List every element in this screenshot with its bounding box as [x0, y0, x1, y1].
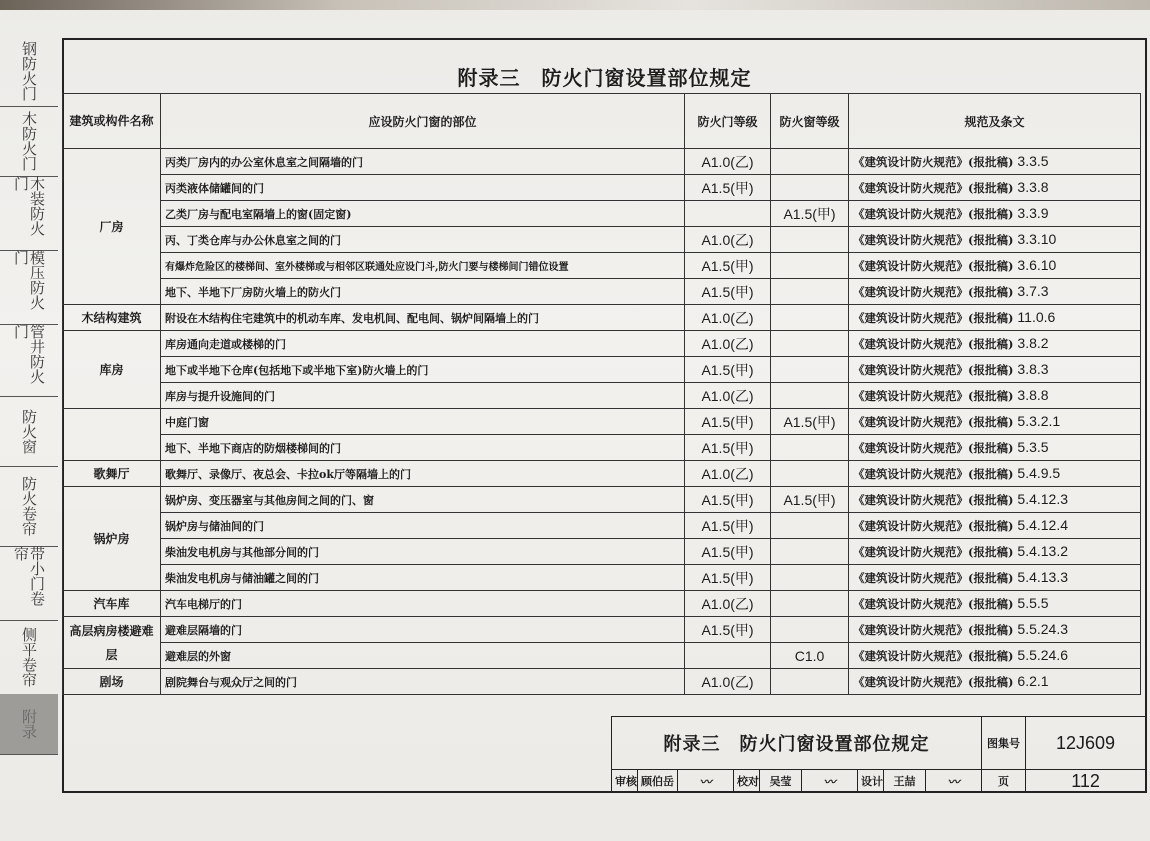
reference-spec: 《建筑设计防火规范》(报批稿)	[853, 545, 1014, 559]
reference-clause: 5.4.13.2	[1017, 543, 1069, 559]
cell-location: 地下、半地下厂房防火墙上的防火门	[161, 279, 685, 305]
side-tab-strip	[0, 36, 58, 794]
reference-clause: 5.4.13.3	[1017, 569, 1069, 585]
cell-reference	[849, 565, 1141, 591]
fire-door-window-table	[62, 93, 1141, 695]
cell-reference	[849, 149, 1141, 175]
reference-clause: 3.8.3	[1017, 361, 1049, 377]
side-tab-label: 模压防火门	[12, 250, 46, 310]
table-row	[63, 409, 1141, 435]
cell-window-grade	[771, 617, 849, 643]
reference-clause: 5.4.9.5	[1017, 465, 1061, 481]
cell-location: 歌舞厅、录像厅、夜总会、卡拉ok厅等隔墙上的门	[161, 461, 685, 487]
cell-category	[63, 409, 161, 461]
cell-reference	[849, 331, 1141, 357]
cell-reference	[849, 175, 1141, 201]
reference-spec: 《建筑设计防火规范》(报批稿)	[853, 181, 1014, 195]
reference-spec: 《建筑设计防火规范》(报批稿)	[853, 207, 1014, 221]
reference-clause: 5.4.12.3	[1017, 491, 1069, 507]
cell-window-grade	[771, 539, 849, 565]
table-row	[63, 643, 1141, 669]
reference-spec: 《建筑设计防火规范》(报批稿)	[853, 389, 1014, 403]
reference-clause: 11.0.6	[1017, 309, 1056, 325]
cell-category: 厂房	[63, 149, 161, 305]
cell-location: 中庭门窗	[161, 409, 685, 435]
reference-clause: 5.5.24.3	[1017, 621, 1069, 637]
cell-door-grade: A1.0(乙)	[685, 461, 771, 487]
reference-spec: 《建筑设计防火规范》(报批稿)	[853, 415, 1014, 429]
cell-door-grade: A1.0(乙)	[685, 331, 771, 357]
table-header-row	[63, 94, 1141, 149]
table-body	[63, 149, 1141, 695]
cell-window-grade	[771, 253, 849, 279]
cell-window-grade	[771, 565, 849, 591]
table-row	[63, 591, 1141, 617]
table-row	[63, 383, 1141, 409]
cell-door-grade: A1.5(甲)	[685, 513, 771, 539]
cell-category: 歌舞厅	[63, 461, 161, 487]
reference-clause: 3.3.9	[1017, 205, 1049, 221]
design-label: 设计	[858, 770, 884, 793]
reference-spec: 《建筑设计防火规范》(报批稿)	[853, 597, 1014, 611]
reference-clause: 5.5.5	[1017, 595, 1049, 611]
table-row	[63, 461, 1141, 487]
cell-window-grade	[771, 227, 849, 253]
cell-door-grade: A1.0(乙)	[685, 383, 771, 409]
cell-window-grade	[771, 435, 849, 461]
side-tab-label: 侧平卷帘	[20, 627, 38, 687]
cell-window-grade: A1.5(甲)	[771, 201, 849, 227]
header-category: 建筑或构件名称	[63, 94, 161, 149]
table-row	[63, 201, 1141, 227]
cell-window-grade	[771, 305, 849, 331]
header-reference: 规范及条文	[849, 94, 1141, 149]
cell-reference	[849, 669, 1141, 695]
reference-clause: 6.2.1	[1017, 673, 1049, 689]
cell-window-grade	[771, 513, 849, 539]
cell-reference	[849, 253, 1141, 279]
table-row	[63, 513, 1141, 539]
table-row	[63, 149, 1141, 175]
side-tab-3[interactable]	[0, 250, 58, 325]
reference-spec: 《建筑设计防火规范》(报批稿)	[853, 363, 1014, 377]
cell-category: 汽车库	[63, 591, 161, 617]
reference-spec: 《建筑设计防火规范》(报批稿)	[853, 623, 1014, 637]
cell-location: 锅炉房与储油间的门	[161, 513, 685, 539]
reference-clause: 3.3.5	[1017, 153, 1049, 169]
reviewer-name: 顾伯岳	[638, 770, 678, 793]
checker-signature: 〰	[802, 770, 858, 793]
cell-window-grade	[771, 669, 849, 695]
cell-category: 锅炉房	[63, 487, 161, 591]
side-tab-5[interactable]	[0, 396, 58, 467]
table-row	[63, 305, 1141, 331]
cell-window-grade	[771, 357, 849, 383]
reference-spec: 《建筑设计防火规范》(报批稿)	[853, 519, 1014, 533]
cell-window-grade: C1.0	[771, 643, 849, 669]
reference-spec: 《建筑设计防火规范》(报批稿)	[853, 571, 1014, 585]
cell-location: 柴油发电机房与其他部分间的门	[161, 539, 685, 565]
page-title: 附录三 防火门窗设置部位规定	[457, 66, 752, 90]
cell-location: 丙类液体储罐间的门	[161, 175, 685, 201]
cell-reference	[849, 305, 1141, 331]
cell-reference	[849, 227, 1141, 253]
cell-door-grade: A1.0(乙)	[685, 669, 771, 695]
side-tab-label: 防火卷帘	[20, 476, 38, 536]
side-tab-0[interactable]	[0, 36, 58, 107]
cell-category: 高层病房楼避难层	[63, 617, 161, 669]
cell-location: 地下、半地下商店的防烟楼梯间的门	[161, 435, 685, 461]
cell-window-grade	[771, 149, 849, 175]
cell-location: 汽车电梯厅的门	[161, 591, 685, 617]
reference-spec: 《建筑设计防火规范》(报批稿)	[853, 233, 1014, 247]
checker-name: 吴莹	[760, 770, 802, 793]
cell-category: 木结构建筑	[63, 305, 161, 331]
cell-location: 柴油发电机房与储油罐之间的门	[161, 565, 685, 591]
cell-door-grade: A1.0(乙)	[685, 305, 771, 331]
cell-location: 避难层隔墙的门	[161, 617, 685, 643]
cell-location: 乙类厂房与配电室隔墙上的窗(固定窗)	[161, 201, 685, 227]
reference-spec: 《建筑设计防火规范》(报批稿)	[853, 675, 1014, 689]
page-number: 112	[1026, 770, 1146, 793]
reviewer-signature: 〰	[678, 770, 734, 793]
reference-clause: 5.5.24.6	[1017, 647, 1069, 663]
cell-door-grade: A1.0(乙)	[685, 149, 771, 175]
cell-location: 库房与提升设施间的门	[161, 383, 685, 409]
table-row	[63, 331, 1141, 357]
cell-door-grade: A1.5(甲)	[685, 253, 771, 279]
side-tab-4[interactable]	[0, 324, 58, 397]
cell-door-grade: A1.5(甲)	[685, 279, 771, 305]
table-row	[63, 279, 1141, 305]
cell-reference	[849, 357, 1141, 383]
side-tab-9[interactable]	[0, 694, 58, 755]
reference-spec: 《建筑设计防火规范》(报批稿)	[853, 493, 1014, 507]
cell-reference	[849, 617, 1141, 643]
reference-spec: 《建筑设计防火规范》(报批稿)	[853, 337, 1014, 351]
cell-door-grade: A1.5(甲)	[685, 409, 771, 435]
reference-spec: 《建筑设计防火规范》(报批稿)	[853, 311, 1014, 325]
cell-door-grade: A1.0(乙)	[685, 227, 771, 253]
cell-door-grade: A1.5(甲)	[685, 435, 771, 461]
cell-door-grade: A1.5(甲)	[685, 565, 771, 591]
side-tab-1[interactable]	[0, 106, 58, 177]
cell-location: 附设在木结构住宅建筑中的机动车库、发电机间、配电间、锅炉间隔墙上的门	[161, 305, 685, 331]
side-tab-label: 钢防火门	[20, 41, 38, 101]
reference-clause: 5.3.5	[1017, 439, 1049, 455]
cell-door-grade	[685, 643, 771, 669]
atlas-code: 12J609	[1026, 717, 1146, 770]
reference-clause: 3.6.10	[1017, 257, 1057, 273]
title-block	[611, 716, 1146, 793]
reference-clause: 3.3.8	[1017, 179, 1049, 195]
table-row	[63, 357, 1141, 383]
cell-door-grade: A1.0(乙)	[685, 591, 771, 617]
header-window-grade: 防火窗等级	[771, 94, 849, 149]
table-row	[63, 539, 1141, 565]
table-row	[63, 487, 1141, 513]
reference-spec: 《建筑设计防火规范》(报批稿)	[853, 259, 1014, 273]
reference-clause: 5.3.2.1	[1017, 413, 1061, 429]
cell-window-grade	[771, 279, 849, 305]
cell-window-grade	[771, 591, 849, 617]
side-tab-label: 防火窗	[20, 408, 38, 454]
cell-reference	[849, 435, 1141, 461]
cell-reference	[849, 409, 1141, 435]
header-door-grade: 防火门等级	[685, 94, 771, 149]
cell-window-grade	[771, 331, 849, 357]
cell-reference	[849, 487, 1141, 513]
cell-door-grade: A1.5(甲)	[685, 487, 771, 513]
designer-signature: 〰	[926, 770, 982, 793]
cell-door-grade: A1.5(甲)	[685, 539, 771, 565]
side-tab-7[interactable]	[0, 546, 58, 621]
side-tab-2[interactable]	[0, 176, 58, 251]
cell-reference	[849, 513, 1141, 539]
cell-window-grade: A1.5(甲)	[771, 487, 849, 513]
reference-clause: 5.4.12.4	[1017, 517, 1069, 533]
reference-spec: 《建筑设计防火规范》(报批稿)	[853, 467, 1014, 481]
cell-location: 地下或半地下仓库(包括地下或半地下室)防火墙上的门	[161, 357, 685, 383]
side-tab-label: 木装防火门	[12, 176, 46, 236]
side-tab-label: 带小门卷帘	[12, 546, 46, 606]
cell-location: 丙类厂房内的办公室休息室之间隔墙的门	[161, 149, 685, 175]
cell-reference	[849, 643, 1141, 669]
cell-door-grade: A1.5(甲)	[685, 175, 771, 201]
reference-spec: 《建筑设计防火规范》(报批稿)	[853, 155, 1014, 169]
top-shadow	[0, 0, 1150, 10]
side-tab-label: 管井防火门	[12, 324, 46, 384]
cell-category: 库房	[63, 331, 161, 409]
cell-window-grade	[771, 175, 849, 201]
table-row	[63, 227, 1141, 253]
designer-name: 王喆	[884, 770, 926, 793]
cell-location: 丙、丁类仓库与办公休息室之间的门	[161, 227, 685, 253]
reference-clause: 3.8.8	[1017, 387, 1049, 403]
header-location: 应设防火门窗的部位	[161, 94, 685, 149]
table-row	[63, 669, 1141, 695]
cell-door-grade: A1.5(甲)	[685, 357, 771, 383]
cell-reference	[849, 383, 1141, 409]
cell-location: 有爆炸危险区的楼梯间、室外楼梯或与相邻区联通处应设门斗,防火门要与楼梯间门错位设置	[161, 253, 685, 279]
cell-location: 剧院舞台与观众厅之间的门	[161, 669, 685, 695]
cell-window-grade	[771, 383, 849, 409]
side-tab-label: 附录	[20, 709, 38, 739]
review-label: 审核	[612, 770, 638, 793]
cell-reference	[849, 591, 1141, 617]
table-row	[63, 435, 1141, 461]
cell-window-grade: A1.5(甲)	[771, 409, 849, 435]
reference-spec: 《建筑设计防火规范》(报批稿)	[853, 649, 1014, 663]
title-block-title: 附录三 防火门窗设置部位规定	[612, 717, 982, 770]
cell-reference	[849, 539, 1141, 565]
cell-location: 锅炉房、变压器室与其他房间之间的门、窗	[161, 487, 685, 513]
cell-location: 库房通向走道或楼梯的门	[161, 331, 685, 357]
check-label: 校对	[734, 770, 760, 793]
table-row	[63, 175, 1141, 201]
cell-window-grade	[771, 461, 849, 487]
reference-spec: 《建筑设计防火规范》(报批稿)	[853, 441, 1014, 455]
atlas-label: 图集号	[982, 717, 1026, 770]
reference-clause: 3.7.3	[1017, 283, 1049, 299]
table-row	[63, 617, 1141, 643]
page-label: 页	[982, 770, 1026, 793]
reference-spec: 《建筑设计防火规范》(报批稿)	[853, 285, 1014, 299]
table-row	[63, 253, 1141, 279]
cell-location: 避难层的外窗	[161, 643, 685, 669]
side-tab-6[interactable]	[0, 466, 58, 547]
table-row	[63, 565, 1141, 591]
reference-clause: 3.8.2	[1017, 335, 1049, 351]
cell-category: 剧场	[63, 669, 161, 695]
side-tab-label: 木防火门	[20, 111, 38, 171]
reference-clause: 3.3.10	[1017, 231, 1057, 247]
side-tab-8[interactable]	[0, 620, 58, 695]
cell-reference	[849, 201, 1141, 227]
cell-reference	[849, 279, 1141, 305]
cell-door-grade	[685, 201, 771, 227]
cell-door-grade: A1.5(甲)	[685, 617, 771, 643]
cell-reference	[849, 461, 1141, 487]
